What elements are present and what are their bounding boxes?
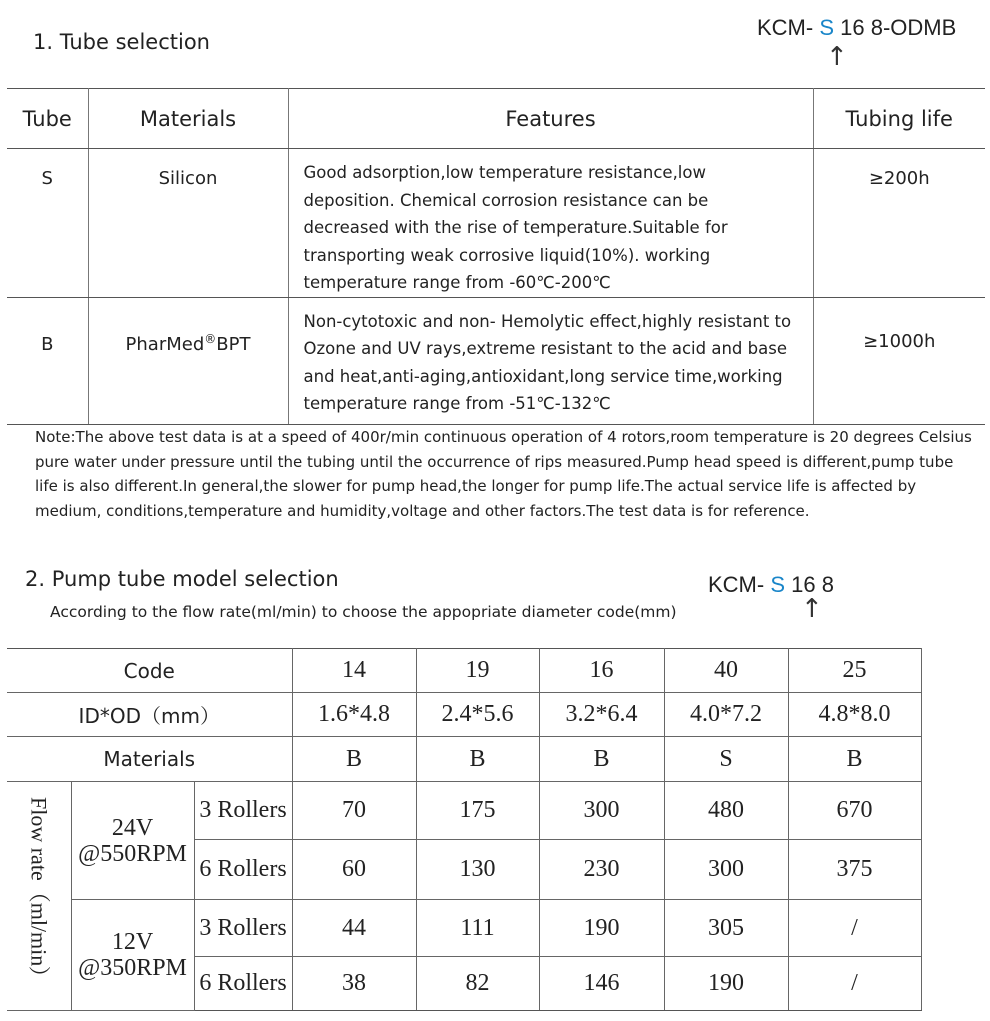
flow-row [7,782,921,840]
idod-row [7,693,921,737]
material-cell: B [788,737,921,782]
header-features: Features [288,89,813,149]
flow-rate-label-text: Flow rate（ml/min） [26,797,52,989]
material-cell: B [539,737,664,782]
flow-cell: 111 [416,900,539,957]
material-cell: B [292,737,416,782]
voltage: 12V [111,929,154,955]
tube-code: S [7,149,88,298]
flow-cell: 130 [416,840,539,900]
up-arrow-icon: ↑ [826,42,848,72]
material-name: Silicon [158,168,218,189]
voltage-group-label [71,900,194,1011]
flow-cell: / [788,957,921,1011]
model-highlight: S [770,572,786,597]
flow-cell: 175 [416,782,539,840]
materials-row [7,737,921,782]
model-prefix: KCM- [757,15,820,40]
flow-cell: 190 [664,957,788,1011]
materials-label: Materials [7,737,292,782]
flow-cell: 480 [664,782,788,840]
idod-cell: 4.8*8.0 [788,693,921,737]
table-header-row [7,89,985,149]
tube-material [88,297,288,424]
section2-title: 2. Pump tube model selection [25,567,339,591]
model-suffix: 16 8-ODMB [834,15,957,40]
flow-rate-label [7,782,71,1011]
table-row [7,149,985,298]
voltage: 24V [111,814,154,841]
rpm: @350RPM [78,955,187,981]
material-cell: S [664,737,788,782]
idod-cell: 3.2*6.4 [539,693,664,737]
tube-life: ≥200h [813,149,985,298]
code-cell: 16 [539,649,664,693]
rollers-label: 6 Rollers [194,840,292,900]
rollers-label: 6 Rollers [194,957,292,1011]
code-cell: 40 [664,649,788,693]
up-arrow-icon: ↑ [801,594,823,624]
flow-cell: 375 [788,840,921,900]
material-tail: BPT [216,333,251,355]
rollers-label: 3 Rollers [194,900,292,957]
tube-selection-table [7,88,985,425]
tube-features: Good adsorption,low temperature resistance,low deposition. Chemical corrosion resistance can be decreased with the rise of temperature.Suitable for transporting weak corrosive liquid(10%). working temperature range from -60℃-200℃ [288,149,813,298]
tube-material [88,149,288,298]
code-cell: 14 [292,649,416,693]
code-cell: 19 [416,649,539,693]
material-name: PharMed [125,333,205,355]
registered-mark: ® [204,331,217,346]
idod-label: ID*OD（mm） [7,693,292,737]
voltage-group-label [71,782,194,900]
table-row [7,297,985,424]
model-prefix: KCM- [708,572,771,597]
idod-cell: 2.4*5.6 [416,693,539,737]
flow-cell: 300 [664,840,788,900]
pump-tube-table [7,648,922,1011]
material-cell: B [416,737,539,782]
flow-cell: 82 [416,957,539,1011]
flow-cell: 230 [539,840,664,900]
tube-life: ≥1000h [813,297,985,424]
idod-cell: 1.6*4.8 [292,693,416,737]
idod-cell: 4.0*7.2 [664,693,788,737]
flow-cell: 60 [292,840,416,900]
model-highlight: S [819,15,835,40]
flow-cell: 305 [664,900,788,957]
code-cell: 25 [788,649,921,693]
flow-cell: / [788,900,921,957]
rpm: @550RPM [78,840,187,867]
rollers-label: 3 Rollers [194,782,292,840]
flow-cell: 44 [292,900,416,957]
flow-cell: 70 [292,782,416,840]
flow-row [7,900,921,957]
model-suffix: 16 8 [785,572,834,597]
flow-cell: 300 [539,782,664,840]
section1-title: 1. Tube selection [33,30,210,54]
header-materials: Materials [88,89,288,149]
flow-cell: 38 [292,957,416,1011]
flow-cell: 190 [539,900,664,957]
flow-cell: 670 [788,782,921,840]
header-tube: Tube [7,89,88,149]
header-tubing-life: Tubing life [813,89,985,149]
model-code-1 [757,15,956,41]
section2-subtitle: According to the flow rate(ml/min) to choose the appopriate diameter code(mm) [50,603,677,621]
tube-code: B [7,297,88,424]
tube-features: Non-cytotoxic and non- Hemolytic effect,highly resistant to Ozone and UV rays,extreme resistant to the acid and base and heat,anti-aging,antioxidant,long service time,working temperature range from -51℃-132℃ [288,297,813,424]
code-label: Code [7,649,292,693]
flow-cell: 146 [539,957,664,1011]
code-row [7,649,921,693]
test-note: Note:The above test data is at a speed of 400r/min continuous operation of 4 rotors,room temperature is 20 degrees Celsius pure water under pressure until the tubing until the occurrence of rips measured.Pump head speed is different,pump tube life is also different.In general,the slower for pump head,the longer for pump life.The actual service life is affected by medium, conditions,temperature and humidity,voltage and other factors.The test data is for reference. [35,428,972,520]
